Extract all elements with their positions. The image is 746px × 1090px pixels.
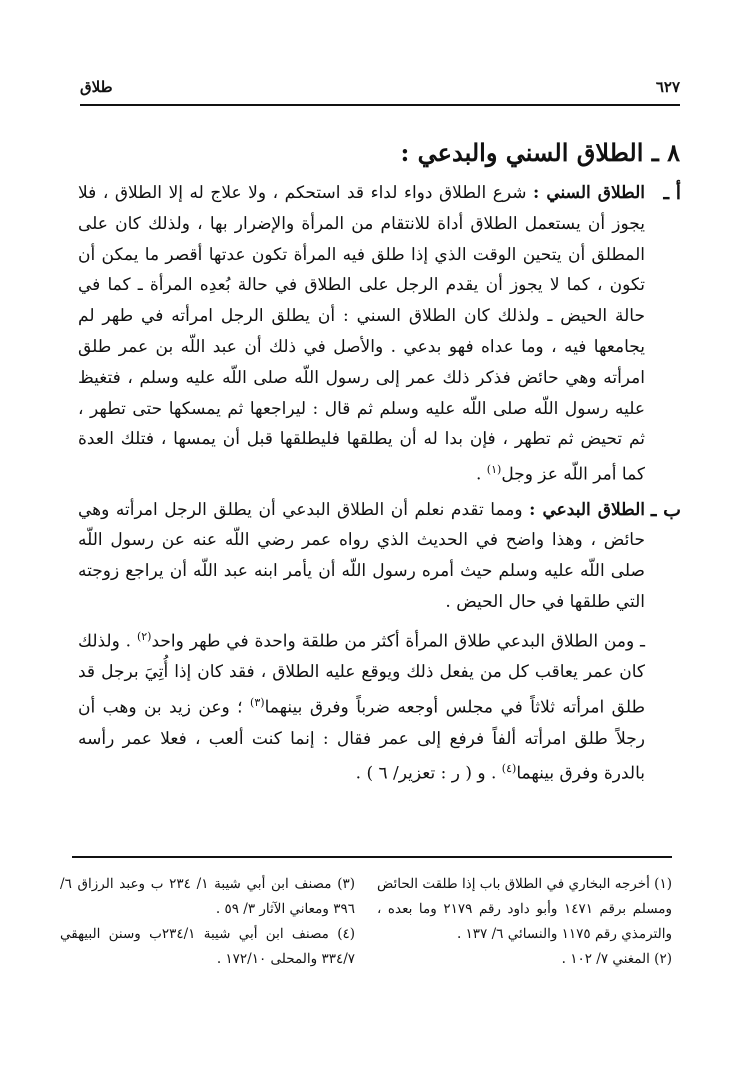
item-marker: ب ـ bbox=[650, 498, 681, 521]
item-text: ومما تقدم نعلم أن الطلاق البدعي أن يطلق الرجل امرأته وهي حائض ، وهذا واضح في الحديث الذي رواه عمر رضي اللّه عنه عن رسول اللّه صلى اللّه عليه وسلم حيث أمره رسول اللّه أن يأمر ابنه عبد اللّه أن يراجع زوجته التي طلقها في حال الحيض . bbox=[78, 499, 645, 613]
item-term: الطلاق السني : bbox=[533, 183, 645, 203]
footnote-ref[interactable]: (١) bbox=[486, 463, 502, 477]
page-header bbox=[80, 78, 680, 96]
body-paragraph bbox=[78, 622, 681, 790]
section-title: ٨ ـ الطلاق السني والبدعي : bbox=[400, 138, 680, 167]
paragraph-text: . ولذلك كان عمر يعاقب كل من يفعل ذلك ويوقع عليه الطلاق ، فقد كان إذا أُتِيَ برجل قد طلق امرأته ثلاثاً في مجلس أوجعه ضرباً وفرق بينهما bbox=[78, 631, 646, 718]
main-text bbox=[78, 178, 681, 790]
footnote: (٢) المغني ٧/ ١٠٢ . bbox=[561, 951, 672, 967]
header-rule bbox=[80, 104, 680, 106]
running-title: طلاق bbox=[80, 78, 113, 96]
paragraph-text: ؛ وعن زيد بن وهب أن رجلاً طلق امرأته ألفاً فرفع إلى عمر فقال : إنما كنت ألعب ، فعلا عمر رأسه بالدرة وفرق بينهما bbox=[78, 697, 645, 784]
item-paragraph bbox=[78, 178, 645, 491]
item-marker: أ ـ bbox=[663, 182, 681, 204]
item-sunni-divorce bbox=[78, 178, 681, 491]
footnote-ref[interactable]: (٤) bbox=[501, 762, 517, 776]
footnote: (١) أخرجه البخاري في الطلاق باب إذا طلقت الحائض ومسلم برقم ١٤٧١ وأبو داود رقم ٢١٧٩ وما بعده ، والترمذي رقم ١١٧٥ والنسائي ٦/ ١٣٧ . bbox=[377, 876, 672, 942]
item-term: الطلاق البدعي : bbox=[529, 499, 645, 520]
footnote-rule bbox=[72, 856, 672, 858]
footnote-column-right bbox=[377, 872, 672, 972]
footnote-ref[interactable]: (٢) bbox=[136, 629, 152, 643]
footnote: (٤) مصنف ابن أبي شيبة ٢٣٤/١ب وسنن البيهقي ٣٣٤/٧ والمحلى ١٧٢/١٠ . bbox=[60, 926, 356, 967]
footnote-ref[interactable]: (٣) bbox=[250, 696, 265, 710]
page-number: ٦٢٧ bbox=[655, 78, 680, 96]
footnote-column-left bbox=[60, 872, 355, 972]
item-bidi-divorce bbox=[78, 495, 681, 618]
item-end: . bbox=[475, 464, 487, 485]
footnote: (٣) مصنف ابن أبي شيبة ١/ ٢٣٤ ب وعبد الرزاق ٦/ ٣٩٦ ومعاني الآثار ٣/ ٥٩ . bbox=[60, 876, 356, 917]
paragraph-text: ـ ومن الطلاق البدعي طلاق المرأة أكثر من طلقة واحدة في طهر واحد bbox=[151, 631, 646, 652]
item-paragraph bbox=[78, 495, 645, 618]
paragraph-text: . و ( ر : تعزير/ ٦ ) . bbox=[355, 763, 502, 784]
item-text: شرع الطلاق دواء لداء قد استحكم ، ولا علاج له إلا الطلاق ، فلا يجوز أن يستعمل الطلاق أداة للانتقام من المرأة والإضرار بها ، ولذلك كان على المطلق أن يتحين الوقت الذي إذا طلق فيه المرأة تكون عدتها أقصر ما يمكن أن تكون ، كما لا يجوز أن يقدم الرجل على الطلاق في حالة بُعدِه المرأة ـ كما في حالة الحيض ـ ولذلك كان الطلاق السني : أن يطلق الرجل امرأته في طهر لم يجامعها فيه ، وما عداه فهو بدعي . والأصل في ذلك أن عبد اللّه بن عمر طلق امرأته وهي حائض فذكر ذلك عمر إلى رسول اللّه صلى اللّه عليه وسلم ، فتغيظ عليه رسول اللّه صلى اللّه عليه وسلم ثم قال : ليراجعها ثم يمسكها حتى تطهر ، ثم تحيض ثم تطهر ، فإن بدا له أن يطلقها فليطلقها قبل أن يمسها ، فتلك العدة كما أمر اللّه عز وجل bbox=[78, 183, 645, 485]
footnotes bbox=[60, 872, 672, 972]
